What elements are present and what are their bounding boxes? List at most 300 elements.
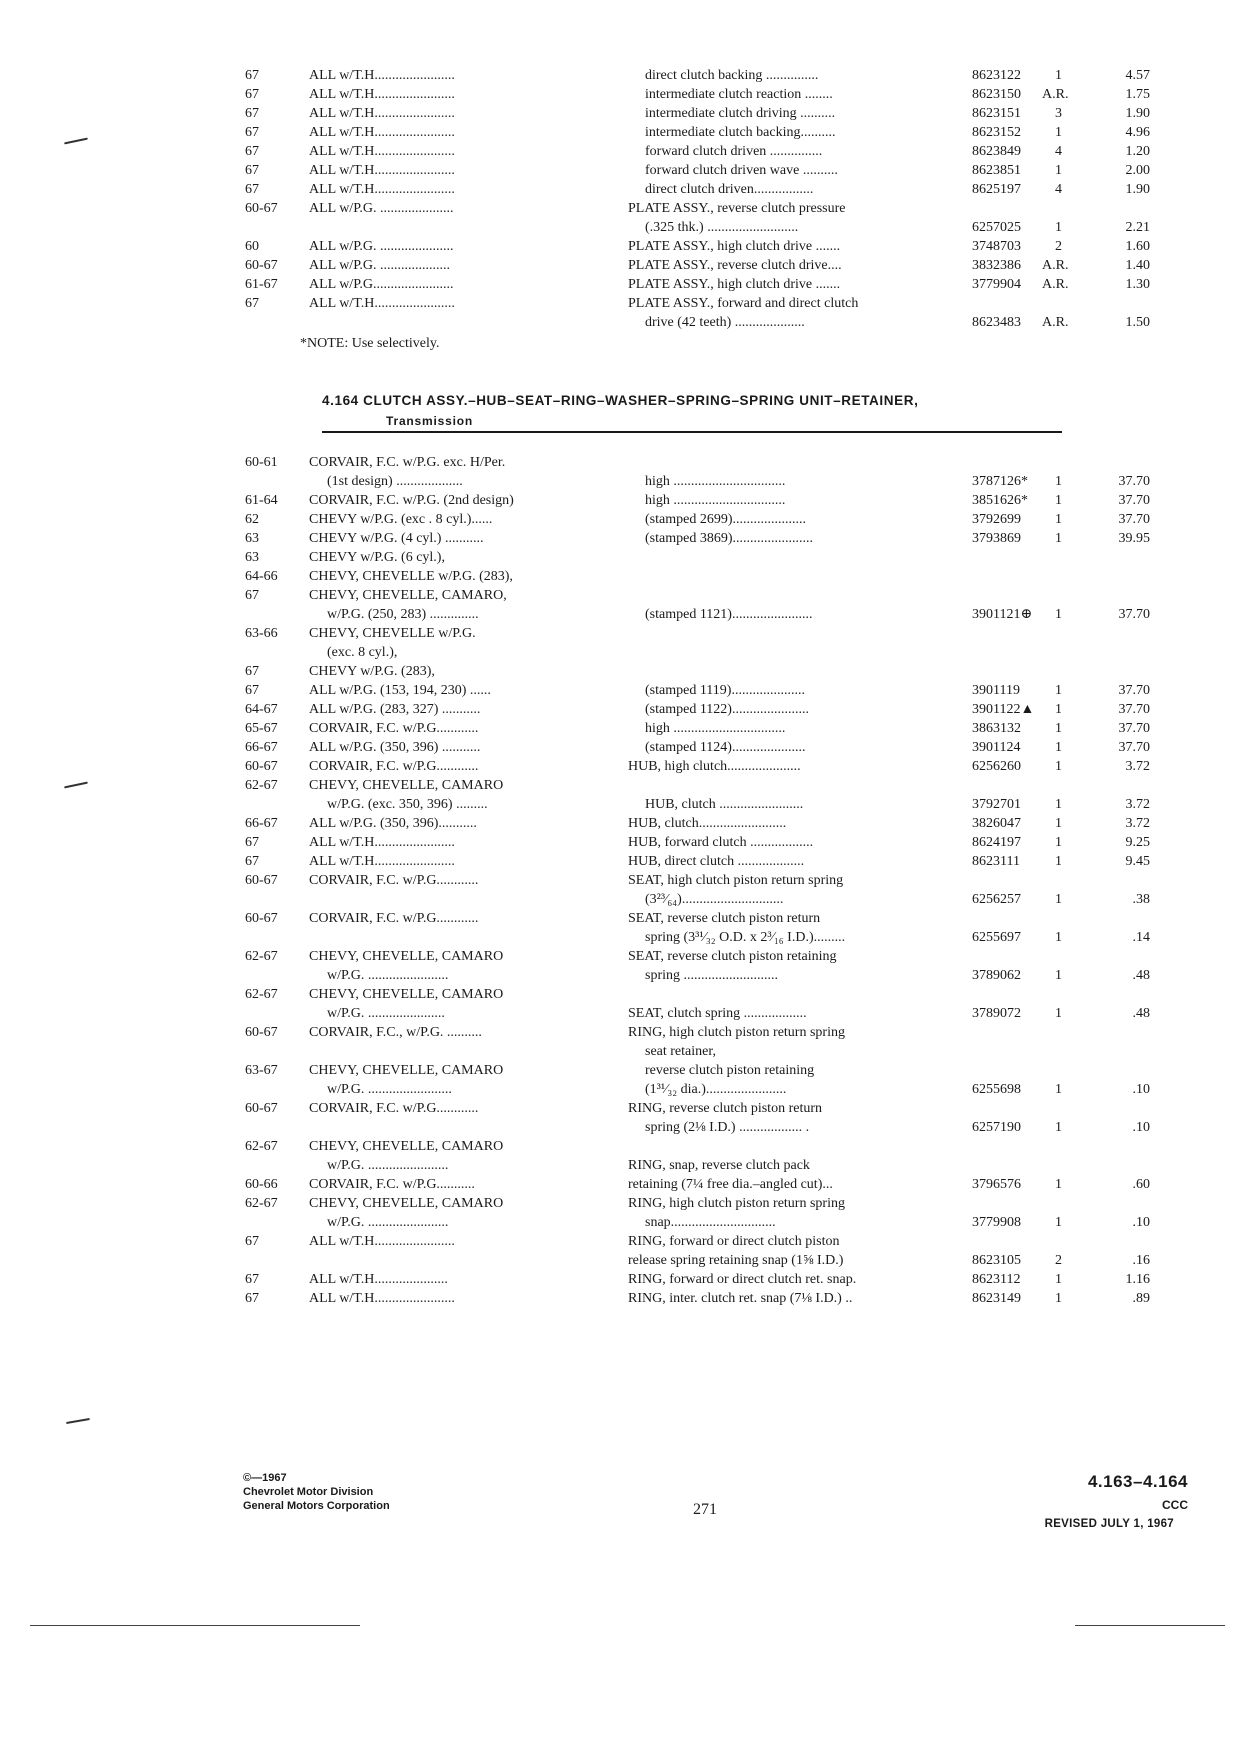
- part-description: [628, 833, 958, 852]
- description-spacer: [628, 453, 958, 472]
- table-row: [245, 1289, 1150, 1308]
- model-application: [309, 909, 599, 928]
- part-number: 3901122▲: [972, 702, 1035, 717]
- model-application: [309, 142, 599, 161]
- model-year: 62-67: [245, 1196, 278, 1211]
- model-year: 67: [245, 1234, 259, 1249]
- list-price: 3.72: [1125, 797, 1150, 812]
- model-application: [309, 1232, 599, 1251]
- description-line: direct clutch backing ...............: [645, 68, 819, 83]
- table-row: [245, 529, 1150, 548]
- description-line: (stamped 1122)......................: [645, 702, 809, 717]
- table-row: [245, 567, 1145, 586]
- list-price: .14: [1132, 930, 1150, 945]
- model-application: [309, 510, 599, 529]
- table-row: [245, 871, 1150, 909]
- model-line: CHEVY, CHEVELLE, CAMARO: [309, 1196, 504, 1211]
- part-description: [628, 491, 958, 510]
- part-number: 8623851: [972, 163, 1021, 178]
- quantity: 1: [1055, 835, 1062, 850]
- description-line: reverse clutch piston retaining: [645, 1063, 815, 1078]
- model-year: 60-66: [245, 1177, 278, 1192]
- model-line-2: w/P.G. .......................: [327, 1158, 449, 1173]
- model-line: CHEVY w/P.G. (4 cyl.) ...........: [309, 531, 484, 546]
- part-number: 3851626*: [972, 493, 1028, 508]
- model-application: [309, 1270, 599, 1289]
- table-row: [245, 757, 1150, 776]
- model-year: 63-67: [245, 1063, 278, 1078]
- model-year: 61-67: [245, 277, 278, 292]
- part-description: [628, 180, 958, 199]
- part-number: 8623105: [972, 1253, 1021, 1268]
- quantity: 1: [1055, 474, 1062, 489]
- quantity: A.R.: [1042, 258, 1069, 273]
- part-number: 3901121⊕: [972, 607, 1033, 622]
- model-application: [309, 833, 599, 852]
- part-description: [628, 985, 958, 1023]
- part-description: [628, 909, 958, 947]
- model-line: ALL w/P.G. (283, 327) ...........: [309, 702, 481, 717]
- quantity: 1: [1055, 493, 1062, 508]
- list-price: 37.70: [1118, 607, 1150, 622]
- description-line: intermediate clutch backing..........: [645, 125, 836, 140]
- list-price: 37.70: [1118, 702, 1150, 717]
- part-number: 3826047: [972, 816, 1021, 831]
- model-line: CORVAIR, F.C. w/P.G............: [309, 911, 479, 926]
- quantity: 1: [1055, 68, 1062, 83]
- model-line: CHEVY w/P.G. (exc . 8 cyl.)......: [309, 512, 493, 527]
- description-line: direct clutch driven.................: [645, 182, 814, 197]
- model-line: CHEVY, CHEVELLE, CAMARO: [309, 987, 504, 1002]
- part-number: 3792699: [972, 512, 1021, 527]
- quantity: 1: [1055, 759, 1062, 774]
- table-row: [245, 738, 1150, 757]
- quantity: 1: [1055, 1082, 1062, 1097]
- part-number: 3792701: [972, 797, 1021, 812]
- table-row: [245, 104, 1150, 123]
- model-application: [309, 104, 599, 123]
- quantity: 1: [1055, 1215, 1062, 1230]
- model-application: [309, 180, 599, 199]
- description-line: RING, reverse clutch piston return: [628, 1101, 822, 1116]
- model-application: [309, 66, 599, 85]
- quantity: 1: [1055, 816, 1062, 831]
- part-description: [628, 700, 958, 719]
- model-year: 60: [245, 239, 259, 254]
- parts-table-top: [245, 66, 1150, 332]
- quantity: 2: [1055, 1253, 1062, 1268]
- model-line: CHEVY w/P.G. (283),: [309, 664, 435, 679]
- section-rule: [322, 431, 1062, 433]
- table-row: [245, 142, 1150, 161]
- model-application: [309, 662, 599, 681]
- model-line: ALL w/T.H.......................: [309, 68, 455, 83]
- model-application: [309, 719, 599, 738]
- model-year: 60-61: [245, 455, 278, 470]
- quantity: 4: [1055, 144, 1062, 159]
- table-row: [245, 1194, 1150, 1232]
- part-description: [628, 1099, 958, 1137]
- table-row: [245, 1137, 1145, 1175]
- model-year: 63: [245, 531, 259, 546]
- scan-edge-line: [1075, 1625, 1225, 1626]
- description-line: forward clutch driven ...............: [645, 144, 823, 159]
- list-price: 3.72: [1125, 816, 1150, 831]
- part-number: 8623111: [972, 854, 1020, 869]
- table-row: [245, 237, 1150, 256]
- model-application: [309, 776, 599, 814]
- model-line-2: w/P.G. .......................: [327, 968, 449, 983]
- model-line: ALL w/P.G. (350, 396) ...........: [309, 740, 481, 755]
- table-row: [245, 852, 1150, 871]
- model-year: 63-66: [245, 626, 278, 641]
- quantity: 1: [1055, 1177, 1062, 1192]
- list-price: .16: [1132, 1253, 1150, 1268]
- quantity: 1: [1055, 163, 1062, 178]
- part-description: [628, 1175, 958, 1194]
- model-year: 67: [245, 182, 259, 197]
- model-application: [309, 1061, 599, 1099]
- part-description: [628, 1232, 958, 1270]
- description-line: HUB, forward clutch ..................: [628, 835, 814, 850]
- model-application: [309, 199, 599, 218]
- table-row: [245, 548, 1145, 567]
- part-number: 6255697: [972, 930, 1021, 945]
- quantity: A.R.: [1042, 87, 1069, 102]
- model-year: 60-67: [245, 873, 278, 888]
- margin-mark: [66, 1418, 90, 1424]
- model-application: [309, 624, 599, 662]
- model-year: 67: [245, 163, 259, 178]
- description-spacer: [628, 586, 958, 605]
- list-price: 1.30: [1125, 277, 1150, 292]
- description-line-2: (1³¹⁄₃₂ dia.).......................: [645, 1082, 787, 1097]
- part-description: [628, 256, 958, 275]
- section-title: 4.164 CLUTCH ASSY.–HUB–SEAT–RING–WASHER–SPRING–SPRING UNIT–RETAINER,: [322, 393, 919, 408]
- part-number: 6256257: [972, 892, 1021, 907]
- description-spacer: [628, 776, 958, 795]
- margin-mark: [64, 782, 88, 789]
- model-year: 67: [245, 1291, 259, 1306]
- section-range: 4.163–4.164: [1087, 1472, 1188, 1491]
- table-row: [245, 814, 1150, 833]
- description-line-2: RING, snap, reverse clutch pack: [628, 1158, 810, 1173]
- table-row: [245, 275, 1150, 294]
- table-row: [245, 491, 1150, 510]
- quantity: 1: [1055, 512, 1062, 527]
- model-application: [309, 1289, 599, 1308]
- model-line: CORVAIR, F.C. w/P.G............: [309, 759, 479, 774]
- part-number: 8623483: [972, 315, 1021, 330]
- part-description: [628, 738, 958, 757]
- model-line: ALL w/P.G. ....................: [309, 258, 451, 273]
- part-number: 3832386: [972, 258, 1021, 273]
- part-description: [628, 123, 958, 142]
- description-line: SEAT, reverse clutch piston return: [628, 911, 821, 926]
- table-row: [245, 662, 1145, 681]
- quantity: 1: [1055, 721, 1062, 736]
- description-line: HUB, direct clutch ...................: [628, 854, 805, 869]
- description-line: high ................................: [645, 721, 786, 736]
- description-line: RING, inter. clutch ret. snap (7⅛ I.D.) ..: [628, 1291, 853, 1306]
- part-description: [628, 453, 958, 491]
- quantity: 1: [1055, 968, 1062, 983]
- model-application: [309, 491, 599, 510]
- quantity: 1: [1055, 892, 1062, 907]
- table-row: [245, 85, 1150, 104]
- model-application: [309, 852, 599, 871]
- description-line: SEAT, high clutch piston return spring: [628, 873, 844, 888]
- model-year: 65-67: [245, 721, 278, 736]
- part-number: 6256260: [972, 759, 1021, 774]
- quantity: 1: [1055, 740, 1062, 755]
- model-line-2: w/P.G. (exc. 350, 396) .........: [327, 797, 488, 812]
- model-application: [309, 256, 599, 275]
- table-row: [245, 947, 1150, 985]
- part-number: 8623149: [972, 1291, 1021, 1306]
- part-description: [628, 871, 958, 909]
- part-number: 3789072: [972, 1006, 1021, 1021]
- model-year: 60-67: [245, 759, 278, 774]
- quantity: 1: [1055, 1291, 1062, 1306]
- description-line-2: (3²³⁄₆₄).............................: [645, 892, 784, 907]
- model-line: CORVAIR, F.C. w/P.G............: [309, 873, 479, 888]
- part-number: 6257190: [972, 1120, 1021, 1135]
- catalog-code: CCC: [1162, 1498, 1188, 1512]
- table-row: [245, 294, 1150, 332]
- description-spacer: [628, 985, 958, 1004]
- part-number: 8623152: [972, 125, 1021, 140]
- model-line: CORVAIR, F.C. w/P.G............: [309, 721, 479, 736]
- list-price: 37.70: [1118, 683, 1150, 698]
- list-price: 1.90: [1125, 106, 1150, 121]
- model-application: [309, 814, 599, 833]
- table-row: [245, 833, 1150, 852]
- model-line-2: (1st design) ...................: [327, 474, 463, 489]
- model-line: ALL w/T.H.......................: [309, 1291, 455, 1306]
- list-price: 37.70: [1118, 721, 1150, 736]
- model-line: ALL w/T.H.......................: [309, 87, 455, 102]
- part-description: [628, 1137, 958, 1175]
- description-line: forward clutch driven wave ..........: [645, 163, 838, 178]
- table-row: [245, 510, 1150, 529]
- description-line: (stamped 1124).....................: [645, 740, 806, 755]
- part-number: 3779908: [972, 1215, 1021, 1230]
- list-price: 3.72: [1125, 759, 1150, 774]
- list-price: .89: [1132, 1291, 1150, 1306]
- table-row: [245, 700, 1150, 719]
- description-line: SEAT, reverse clutch piston retaining: [628, 949, 837, 964]
- model-application: [309, 85, 599, 104]
- list-price: 37.70: [1118, 512, 1150, 527]
- list-price: 1.60: [1125, 239, 1150, 254]
- model-line: ALL w/T.H.......................: [309, 854, 455, 869]
- model-line: ALL w/T.H.......................: [309, 125, 455, 140]
- model-line: ALL w/T.H.......................: [309, 163, 455, 178]
- model-line: CORVAIR, F.C. w/P.G. (2nd design): [309, 493, 514, 508]
- model-line: CHEVY, CHEVELLE, CAMARO: [309, 949, 504, 964]
- table-row: [245, 66, 1150, 85]
- table-row: [245, 180, 1150, 199]
- model-year: 67: [245, 144, 259, 159]
- table-row: [245, 624, 1145, 662]
- scan-edge-line: [30, 1625, 360, 1626]
- model-line: CHEVY, CHEVELLE w/P.G.: [309, 626, 476, 641]
- model-line: ALL w/T.H.......................: [309, 1234, 455, 1249]
- model-year: 67: [245, 683, 259, 698]
- model-line: ALL w/P.G. .....................: [309, 201, 454, 216]
- model-year: 67: [245, 296, 259, 311]
- part-number: 8623150: [972, 87, 1021, 102]
- list-price: 1.20: [1125, 144, 1150, 159]
- model-line-2: w/P.G. .......................: [327, 1215, 449, 1230]
- part-number: 8624197: [972, 835, 1021, 850]
- model-line: CORVAIR, F.C. w/P.G. exc. H/Per.: [309, 455, 506, 470]
- part-description: [628, 104, 958, 123]
- description-line: retaining (7¼ free dia.–angled cut)...: [628, 1177, 833, 1192]
- description-spacer: [628, 1137, 958, 1156]
- model-line: ALL w/T.H.......................: [309, 835, 455, 850]
- model-line: ALL w/P.G. .....................: [309, 239, 454, 254]
- quantity: 1: [1055, 854, 1062, 869]
- model-year: 60-67: [245, 201, 278, 216]
- part-description: [628, 1270, 958, 1289]
- model-year: 66-67: [245, 816, 278, 831]
- description-line: RING, forward or direct clutch ret. snap.: [628, 1272, 857, 1287]
- list-price: .48: [1132, 968, 1150, 983]
- copyright-block: [243, 1471, 390, 1513]
- note: *NOTE: Use selectively.: [300, 336, 440, 351]
- part-description: [628, 85, 958, 104]
- part-description: [628, 814, 958, 833]
- description-line: HUB, high clutch.....................: [628, 759, 801, 774]
- model-year: 67: [245, 87, 259, 102]
- model-line: CORVAIR, F.C. w/P.G............: [309, 1101, 479, 1116]
- model-year: 64-67: [245, 702, 278, 717]
- table-row: [245, 909, 1150, 947]
- list-price: 37.70: [1118, 493, 1150, 508]
- model-line: ALL w/P.G. (153, 194, 230) ......: [309, 683, 491, 698]
- model-application: [309, 161, 599, 180]
- description-line-2: SEAT, clutch spring ..................: [628, 1006, 807, 1021]
- part-description: [628, 294, 958, 332]
- part-number: 3793869: [972, 531, 1021, 546]
- model-application: [309, 738, 599, 757]
- list-price: .48: [1132, 1006, 1150, 1021]
- model-year: 67: [245, 588, 259, 603]
- description-line: HUB, clutch.........................: [628, 816, 787, 831]
- part-number: 6257025: [972, 220, 1021, 235]
- model-application: [309, 453, 599, 491]
- description-line-2: release spring retaining snap (1⅝ I.D.): [628, 1253, 844, 1268]
- list-price: 1.16: [1125, 1272, 1150, 1287]
- model-year: 62-67: [245, 778, 278, 793]
- model-year: 60-67: [245, 1025, 278, 1040]
- model-line-2: w/P.G. ........................: [327, 1082, 452, 1097]
- model-line: ALL w/T.H.....................: [309, 1272, 448, 1287]
- table-row: [245, 1099, 1150, 1137]
- list-price: 4.96: [1125, 125, 1150, 140]
- model-year: 66-67: [245, 740, 278, 755]
- part-description: [628, 757, 958, 776]
- section-range-block: [1045, 1472, 1188, 1530]
- part-number: 8623151: [972, 106, 1021, 121]
- model-application: [309, 237, 599, 256]
- quantity: 1: [1055, 1272, 1062, 1287]
- model-line: CHEVY, CHEVELLE, CAMARO: [309, 1063, 504, 1078]
- list-price: .60: [1132, 1177, 1150, 1192]
- model-line: ALL w/T.H.......................: [309, 144, 455, 159]
- model-year: 63: [245, 550, 259, 565]
- description-line: high ................................: [645, 493, 786, 508]
- description-line: RING, high clutch piston return spring: [628, 1025, 845, 1040]
- description-line: (stamped 1119).....................: [645, 683, 805, 698]
- quantity: 1: [1055, 930, 1062, 945]
- model-line-2: (exc. 8 cyl.),: [327, 645, 398, 660]
- model-application: [309, 294, 599, 313]
- model-line: CHEVY w/P.G. (6 cyl.),: [309, 550, 445, 565]
- model-line-2: w/P.G. ......................: [327, 1006, 445, 1021]
- model-line: ALL w/T.H.......................: [309, 106, 455, 121]
- list-price: 2.21: [1125, 220, 1150, 235]
- table-row: [245, 985, 1150, 1023]
- quantity: A.R.: [1042, 277, 1069, 292]
- description-line: RING, high clutch piston return spring: [628, 1196, 845, 1211]
- parts-table-main: [245, 453, 1150, 1308]
- list-price: .10: [1132, 1120, 1150, 1135]
- part-number: 3796576: [972, 1177, 1021, 1192]
- model-year: 62-67: [245, 987, 278, 1002]
- quantity: 4: [1055, 182, 1062, 197]
- list-price: .10: [1132, 1215, 1150, 1230]
- model-application: [309, 567, 599, 586]
- model-year: 60-67: [245, 911, 278, 926]
- model-application: [309, 1175, 599, 1194]
- part-number: 8625197: [972, 182, 1021, 197]
- copyright-line: ©—1967: [243, 1472, 287, 1484]
- quantity: A.R.: [1042, 315, 1069, 330]
- model-application: [309, 275, 599, 294]
- part-description: [628, 1194, 958, 1232]
- model-application: [309, 123, 599, 142]
- part-description: [628, 199, 958, 237]
- quantity: 1: [1055, 1006, 1062, 1021]
- model-line: CHEVY, CHEVELLE, CAMARO: [309, 1139, 504, 1154]
- table-row: [245, 681, 1150, 700]
- table-row: [245, 1175, 1150, 1194]
- model-application: [309, 529, 599, 548]
- revision-date: REVISED JULY 1, 1967: [1044, 1518, 1174, 1530]
- model-application: [309, 548, 599, 567]
- model-application: [309, 757, 599, 776]
- table-row: [245, 453, 1150, 491]
- model-year: 60-67: [245, 258, 278, 273]
- description-line: intermediate clutch reaction ........: [645, 87, 833, 102]
- list-price: 4.57: [1125, 68, 1150, 83]
- model-year: 62: [245, 512, 259, 527]
- table-row: [245, 1023, 1145, 1061]
- part-number: 6255698: [972, 1082, 1021, 1097]
- model-application: [309, 1099, 599, 1118]
- model-line: ALL w/T.H.......................: [309, 296, 455, 311]
- model-line-2: w/P.G. (250, 283) ..............: [327, 607, 479, 622]
- table-row: [245, 1061, 1150, 1099]
- table-row: [245, 776, 1150, 814]
- part-number: 8623122: [972, 68, 1021, 83]
- list-price: 1.40: [1125, 258, 1150, 273]
- model-year: 67: [245, 68, 259, 83]
- part-description: [628, 681, 958, 700]
